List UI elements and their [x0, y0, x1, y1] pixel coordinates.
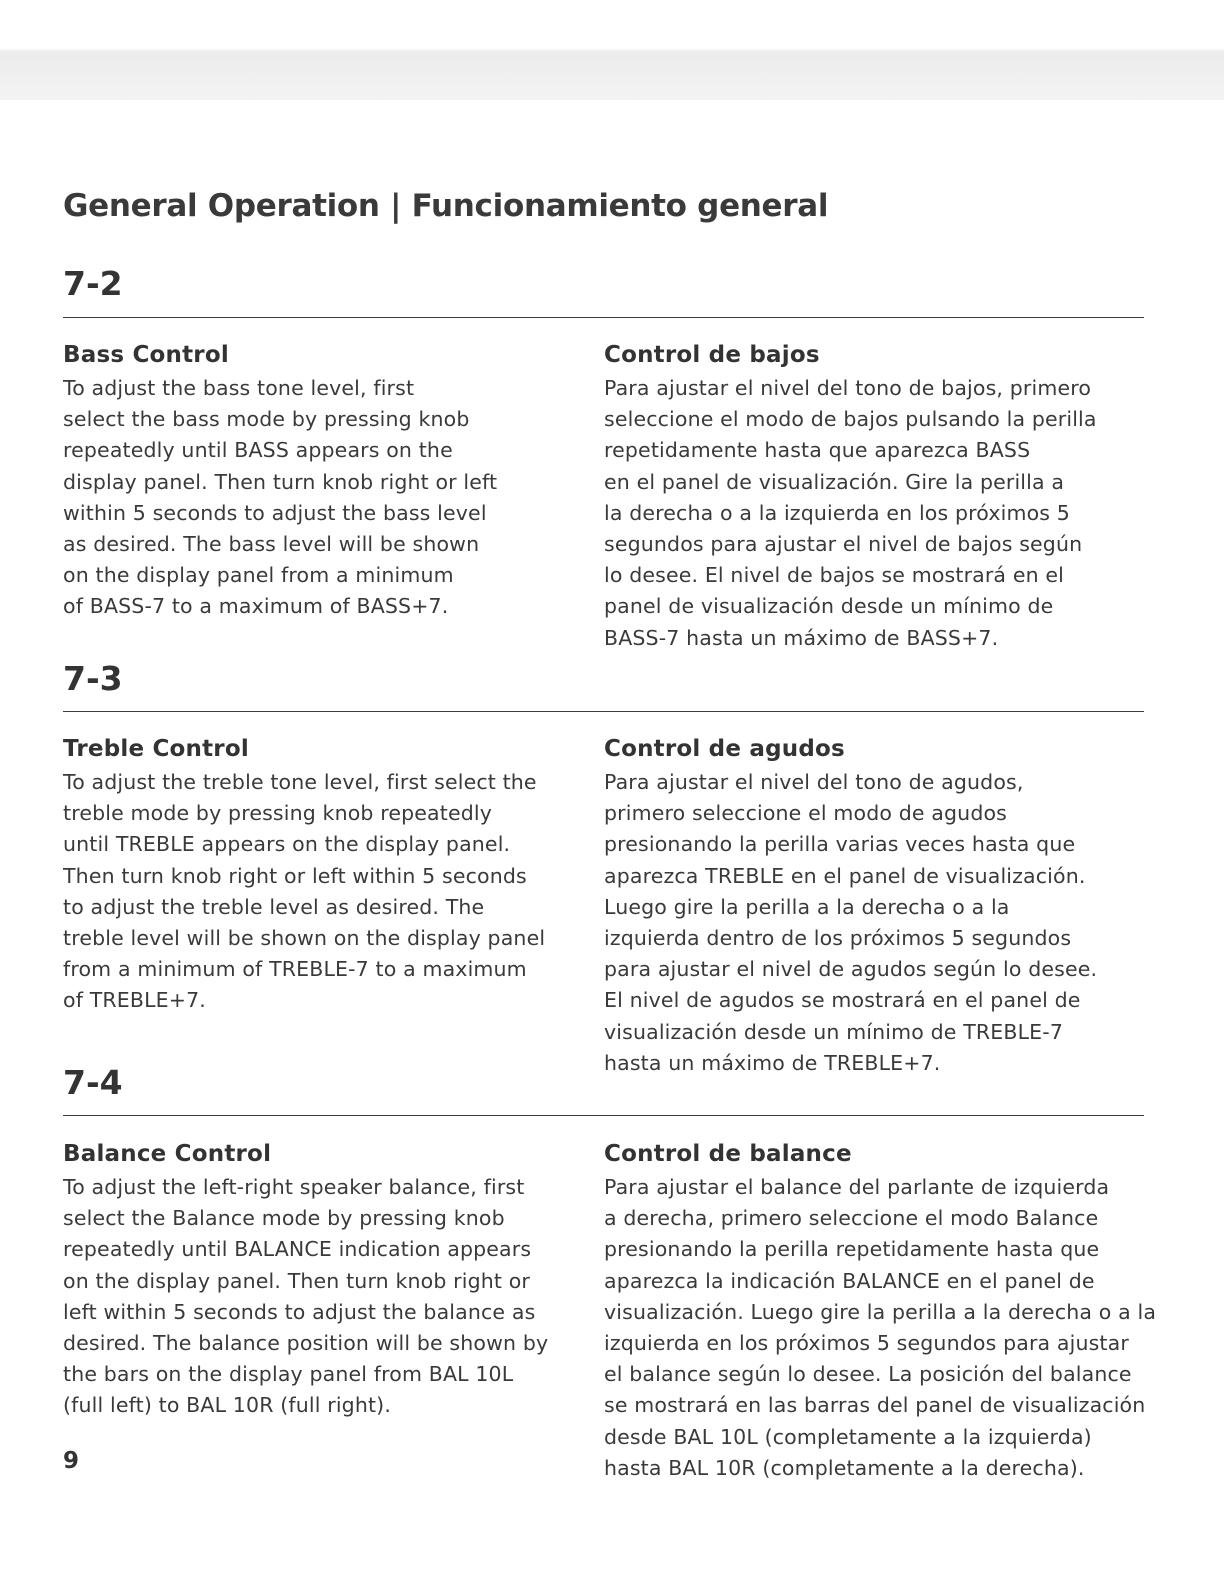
section-divider — [63, 711, 1144, 712]
section-heading: Treble Control — [63, 736, 249, 762]
section-number-7-3: 7-3 — [63, 659, 123, 698]
section-heading: Bass Control — [63, 342, 229, 368]
treble-control-en — [63, 733, 623, 1017]
section-divider — [63, 1115, 1144, 1116]
page-number: 9 — [63, 1448, 80, 1474]
section-body: Para ajustar el balance del parlante de izquierda a derecha, primero seleccione el modo Balance presionando la perilla repetidamente hasta que aparezca la indicación BALANCE en el panel de visualización. Luego gire la perilla a la derecha o a la izquierda en los próximos 5 segundos para ajustar el balance según lo desee. La posición del balance se mostrará en las barras del panel de visualización desde BAL 10L (completamente a la izquierda) hasta BAL 10R (completamente a la derecha). — [604, 1175, 1157, 1480]
bass-control-es — [604, 339, 1179, 654]
treble-control-es — [604, 733, 1179, 1079]
section-body: To adjust the treble tone level, first select the treble mode by pressing knob repeatedly until TREBLE appears on the display panel. Then turn knob right or left within 5 seconds to adjust the treble level as desired. The treble level will be shown on the display panel from a minimum of TREBLE-7 to a maximum of TREBLE+7. — [63, 770, 546, 1013]
section-heading: Control de bajos — [604, 342, 820, 368]
section-heading: Control de balance — [604, 1141, 852, 1167]
balance-control-es — [604, 1138, 1179, 1484]
section-body: To adjust the left-right speaker balance, first select the Balance mode by pressing knob repeatedly until BALANCE indication appears on the display panel. Then turn knob right or left within 5 seconds to adjust the balance as desired. The balance position will be shown by the bars on the display panel from BAL 10L (full left) to BAL 10R (full right). — [63, 1175, 549, 1418]
section-number-7-4: 7-4 — [63, 1063, 123, 1102]
section-heading: Control de agudos — [604, 736, 845, 762]
section-body: Para ajustar el nivel del tono de bajos, primero seleccione el modo de bajos pulsando la perilla repetidamente hasta que aparezca BASS en el panel de visualización. Gire la perilla a la derecha o a la izquierda en los próximos 5 segundos para ajustar el nivel de bajos según lo desee. El nivel de bajos se mostrará en el panel de visualización desde un mínimo de BASS-7 hasta un máximo de BASS+7. — [604, 376, 1097, 650]
section-divider — [63, 317, 1144, 318]
section-body: To adjust the bass tone level, first select the bass mode by pressing knob repeatedly until BASS appears on the display panel. Then turn knob right or left within 5 seconds to adjust the bass level as desired. The bass level will be shown on the display panel from a minimum of BASS-7 to a maximum of BASS+7. — [63, 376, 498, 619]
section-heading: Balance Control — [63, 1141, 272, 1167]
bass-control-en — [63, 339, 623, 623]
balance-control-en — [63, 1138, 623, 1422]
page-title: General Operation | Funcionamiento general — [63, 188, 829, 224]
section-number-7-2: 7-2 — [63, 264, 123, 303]
section-body: Para ajustar el nivel del tono de agudos, primero seleccione el modo de agudos presionando la perilla varias veces hasta que aparezca TREBLE en el panel de visualización. Luego gire la perilla a la derecha o a la izquierda dentro de los próximos 5 segundos para ajustar el nivel de agudos según lo desee. El nivel de agudos se mostrará en el panel de visualización desde un mínimo de TREBLE-7 hasta un máximo de TREBLE+7. — [604, 770, 1098, 1075]
